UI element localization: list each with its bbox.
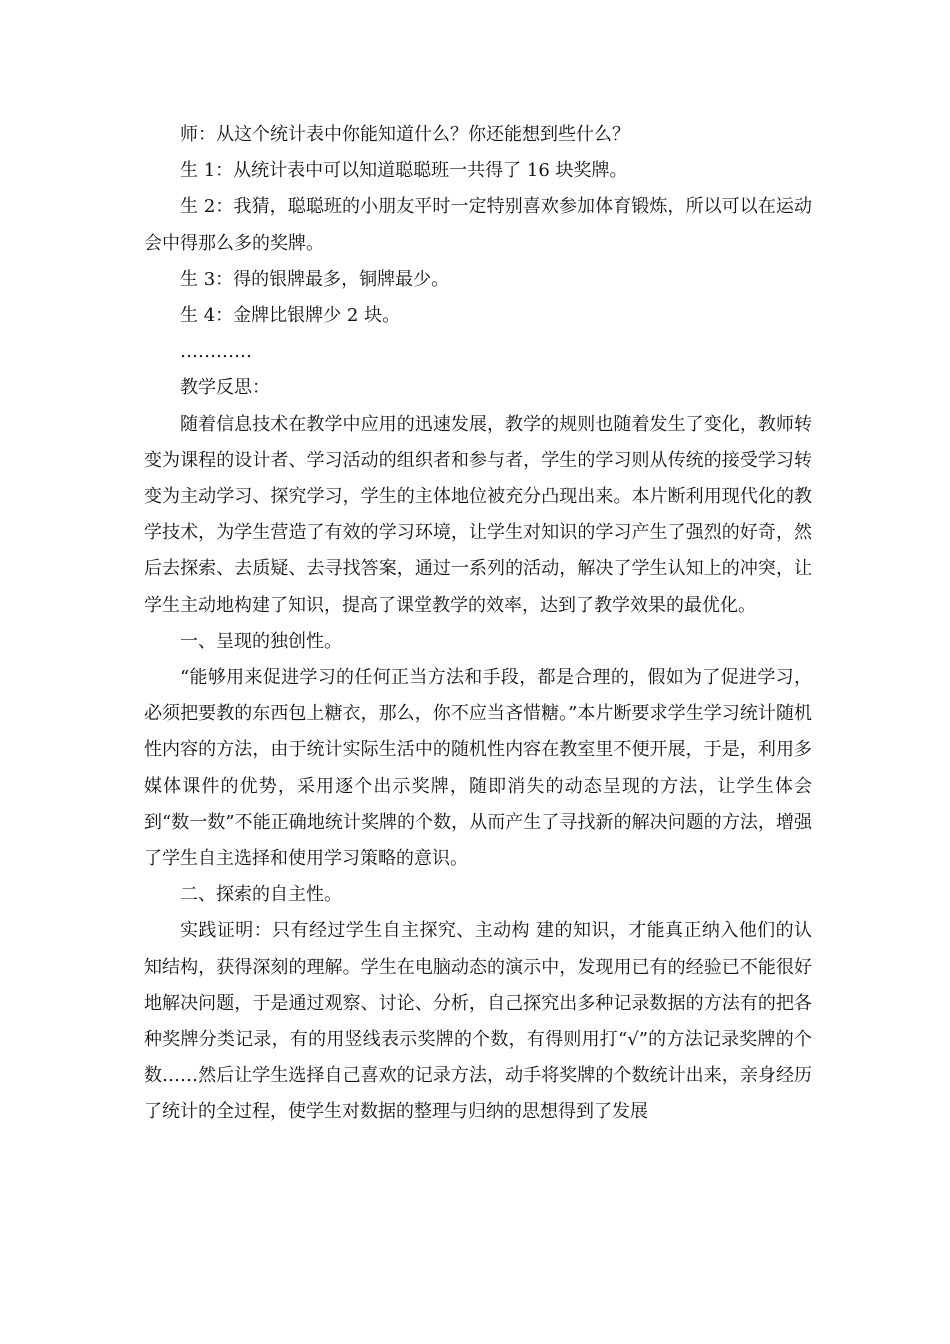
paragraph-student-4: 生 4：金牌比银牌少 2 块。 [180,305,401,327]
document-body [144,117,812,1131]
heading-teaching-reflection: 教学反思： [180,377,270,399]
heading-section-2: 二、探索的自主性。 [180,884,342,906]
paragraph-student-1: 生 1：从统计表中可以知道聪聪班一共得了 16 块奖牌。 [180,160,628,182]
paragraph-student-3: 生 3：得的银牌最多，铜牌最少。 [180,268,450,290]
paragraph-section-2: 实践证明：只有经过学生自主探究、主动构 建的知识，才能真正纳入他们的认知结构，获得深刻的理解。学生在电脑动态的演示中，发现用已有的经验已不能很好地解决问题，于是通过观察、讨论、分析，自己探究出多种记录数据的方法有的把各种奖牌分类记录，有的用竖线表示奖牌的个数，有得则用打“√”的方法记录奖牌的个数……然后让学生选择自己喜欢的记录方法，动手将奖牌的个数统计出来，亲身经历了统计的全过程，使学生对数据的整理与归纳的思想得到了发展 [144,920,812,1123]
heading-section-1: 一、呈现的独创性。 [180,630,342,652]
paragraph-section-1: “能够用来促进学习的任何正当方法和手段，都是合理的，假如为了促进学习，必须把要教的东西包上糖衣，那么，你不应当吝惜糖。”本片断要求学生学习统计随机性内容的方法，由于统计实际生活中的随机性内容在教室里不便开展，于是，利用多媒体课件的优势，采用逐个出示奖牌，随即消失的动态呈现的方法，让学生体会到“数一数”不能正确地统计奖牌的个数，从而产生了寻找新的解决问题的方法，增强了学生自主选择和使用学习策略的意识。 [144,667,812,870]
paragraph-ellipsis: ………… [180,341,252,363]
paragraph-teacher-question: 师：从这个统计表中你能知道什么？你还能想到些什么？ [180,124,630,145]
paragraph-reflection-intro: 随着信息技术在教学中应用的迅速发展，教学的规则也随着发生了变化，教师转变为课程的设计者、学习活动的组织者和参与者，学生的学习则从传统的接受学习转变为主动学习、探究学习，学生的主体地位被充分凸现出来。本片断利用现代化的教学技术，为学生营造了有效的学习环境，让学生对知识的学习产生了强烈的好奇，然后去探索、去质疑、去寻找答案，通过一系列的活动，解决了学生认知上的冲突，让学生主动地构建了知识，提高了课堂教学的效率，达到了教学效果的最优化。 [144,413,812,616]
paragraph-student-2: 生 2：我猜，聪聪班的小朋友平时一定特别喜欢参加体育锻炼，所以可以在运动会中得那么多的奖牌。 [144,196,812,254]
